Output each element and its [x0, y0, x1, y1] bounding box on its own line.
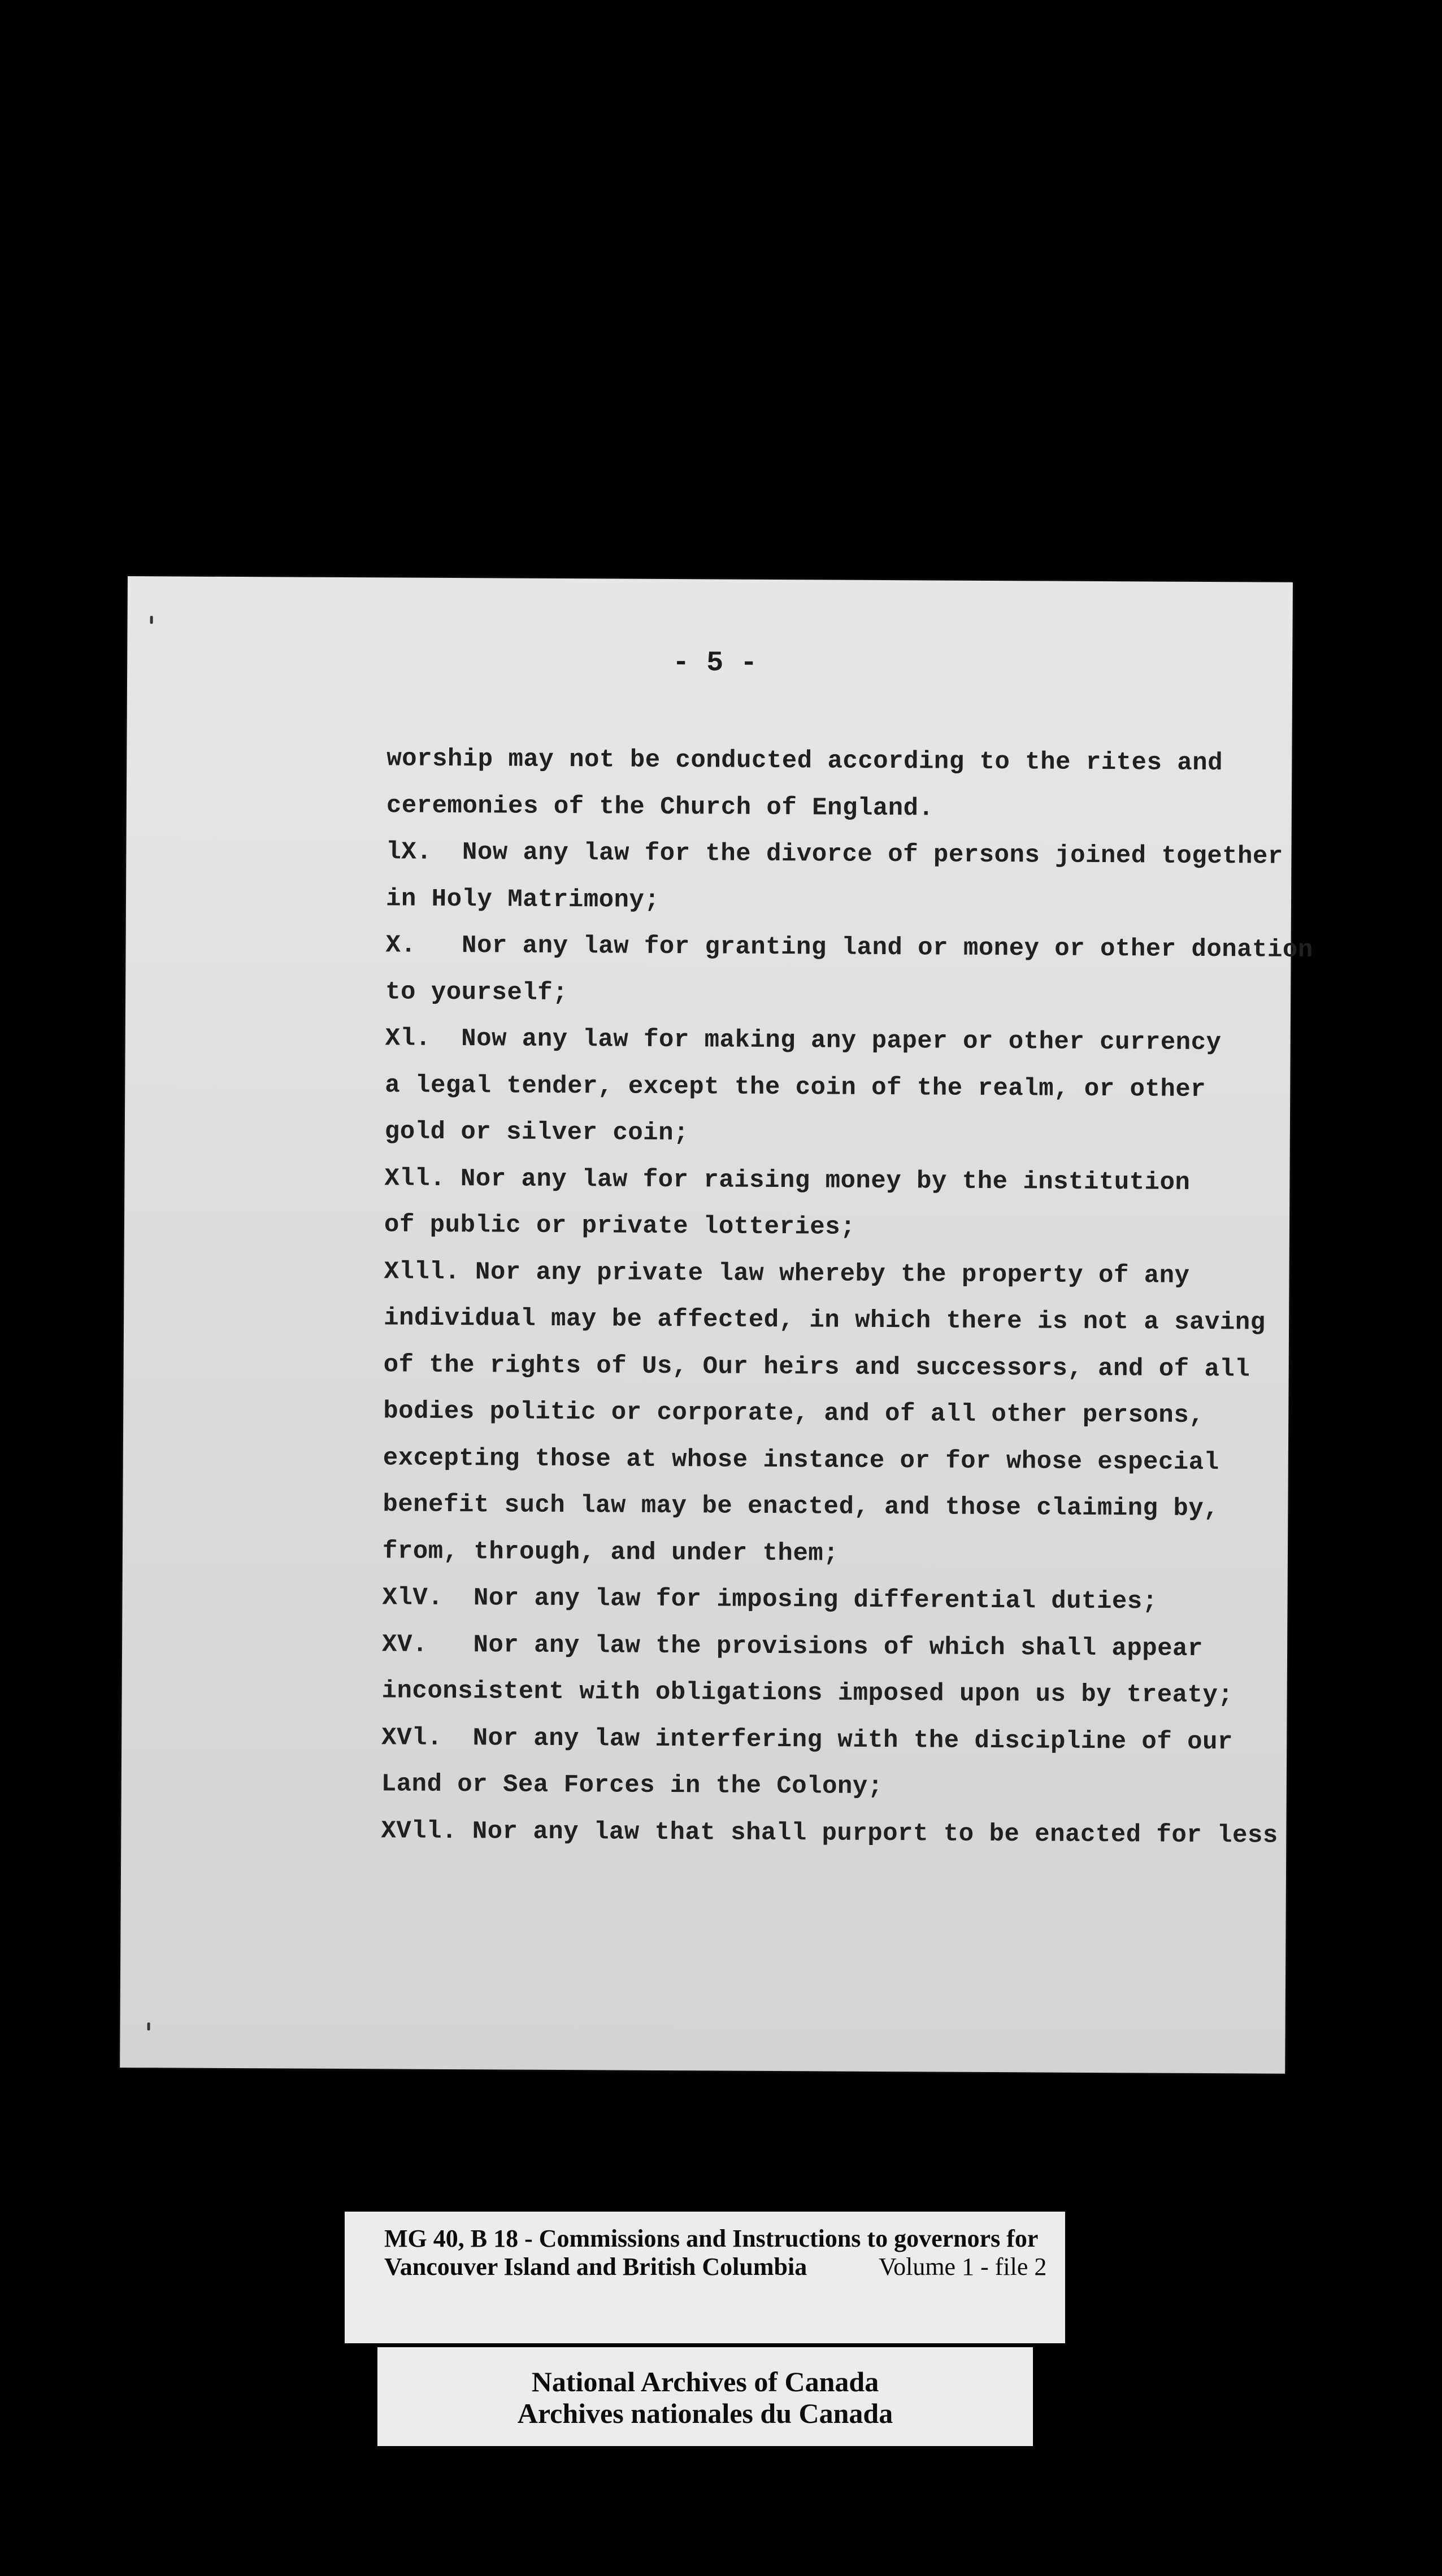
text-line: benefit such law may be enacted, and those claiming by, [383, 1490, 1219, 1524]
text-line: Xl. Now any law for making any paper or other currency [385, 1024, 1222, 1058]
text-line: XVl. Nor any law interfering with the discipline of our [381, 1723, 1233, 1756]
text-line: of the rights of Us, Our heirs and successors, and of all [383, 1350, 1250, 1383]
archive-reference-line-2: Vancouver Island and British Columbia [384, 2253, 807, 2281]
archive-reference-line-1: MG 40, B 18 - Commissions and Instructions to governors for [384, 2225, 1039, 2252]
text-line: gold or silver coin; [384, 1117, 689, 1148]
text-line: a legal tender, except the coin of the realm, or other [385, 1071, 1206, 1104]
text-line: XV. Nor any law the provisions of which shall appear [381, 1630, 1204, 1663]
archive-volume: Volume 1 - file 2 [879, 2253, 1047, 2281]
text-line: XlV. Nor any law for imposing differential duties; [382, 1583, 1158, 1616]
text-line: to yourself; [385, 977, 568, 1007]
text-line: ceremonies of the Church of England. [386, 791, 934, 823]
archive-stamp [377, 2347, 1033, 2446]
page-speck [147, 2022, 150, 2030]
text-line: individual may be affected, in which there is not a saving [383, 1304, 1266, 1337]
text-line: from, through, and under them; [382, 1537, 839, 1568]
archive-stamp-line-1: National Archives of Canada [531, 2366, 879, 2397]
archive-reference-label [345, 2212, 1065, 2343]
page-number: - 5 - [672, 647, 758, 680]
text-line: excepting those at whose instance or for whose especial [383, 1443, 1219, 1477]
text-line: inconsistent with obligations imposed upon us by treaty; [381, 1677, 1233, 1710]
text-line: of public or private lotteries; [384, 1211, 856, 1242]
text-line: worship may not be conducted according to the rites and [386, 745, 1223, 778]
text-line: Land or Sea Forces in the Colony; [381, 1770, 883, 1802]
text-line: lX. Now any law for the divorce of persons joined together [386, 838, 1283, 871]
archive-stamp-line-2: Archives nationales du Canada [517, 2397, 893, 2429]
text-line: XVll. Nor any law that shall purport to be enacted for less [381, 1816, 1278, 1850]
text-line: in Holy Matrimony; [385, 884, 660, 915]
text-line: Xlll. Nor any private law whereby the property of any [384, 1257, 1190, 1290]
text-line: bodies politic or corporate, and of all other persons, [383, 1397, 1205, 1430]
text-line: X. Nor any law for granting land or money or other donation [385, 931, 1313, 964]
page-speck [150, 616, 153, 624]
document-body [381, 736, 1313, 1859]
text-line: Xll. Nor any law for raising money by the institution [384, 1164, 1191, 1197]
document-page [120, 576, 1313, 2074]
